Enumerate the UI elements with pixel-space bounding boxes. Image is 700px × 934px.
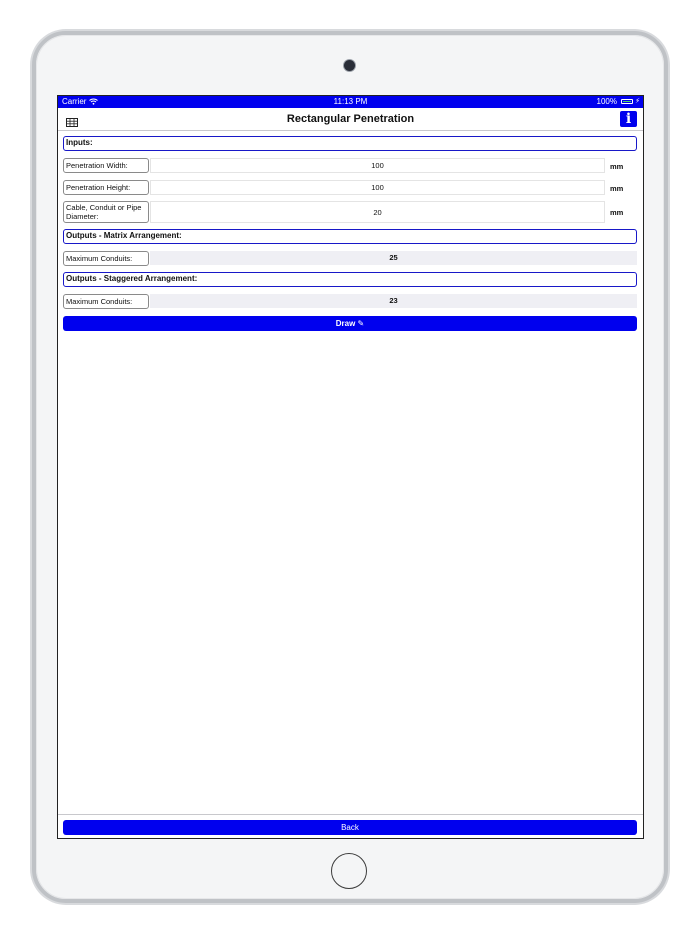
app-screen [57, 95, 644, 839]
penetration-width-label: Penetration Width: [63, 158, 149, 173]
matrix-max-conduits-value: 25 [150, 251, 637, 265]
charging-icon: ⚡ [635, 98, 640, 105]
battery-percentage: 100% [596, 97, 617, 106]
page-title: Rectangular Penetration [286, 113, 415, 125]
conduit-diameter-input[interactable]: 20 [150, 201, 605, 223]
matrix-section-header: Outputs - Matrix Arrangement: [63, 229, 637, 244]
staggered-section-header: Outputs - Staggered Arrangement: [63, 272, 637, 287]
penetration-height-input[interactable]: 100 [150, 180, 605, 195]
info-button[interactable]: i [620, 111, 637, 127]
staggered-max-conduits-value: 23 [150, 294, 637, 308]
status-bar [58, 96, 643, 108]
draw-button[interactable]: Draw ✎ [63, 316, 637, 331]
battery-icon [621, 99, 633, 104]
penetration-width-input[interactable]: 100 [150, 158, 605, 173]
navigation-bar [58, 108, 643, 131]
clock: 11:13 PM [333, 97, 368, 106]
conduit-diameter-label: Cable, Conduit or Pipe Diameter: [63, 201, 149, 223]
staggered-max-conduits-label: Maximum Conduits: [63, 294, 149, 309]
penetration-height-label: Penetration Height: [63, 180, 149, 195]
bottom-toolbar [58, 814, 643, 839]
front-camera-icon [344, 60, 355, 71]
penetration-height-unit: mm [610, 184, 624, 193]
back-button[interactable]: Back [63, 820, 637, 835]
matrix-max-conduits-label: Maximum Conduits: [63, 251, 149, 266]
home-button[interactable] [331, 853, 367, 889]
conduit-diameter-unit: mm [610, 208, 624, 217]
inputs-section-header: Inputs: [63, 136, 637, 151]
penetration-width-unit: mm [610, 162, 624, 171]
carrier-label: Carrier [62, 97, 87, 106]
